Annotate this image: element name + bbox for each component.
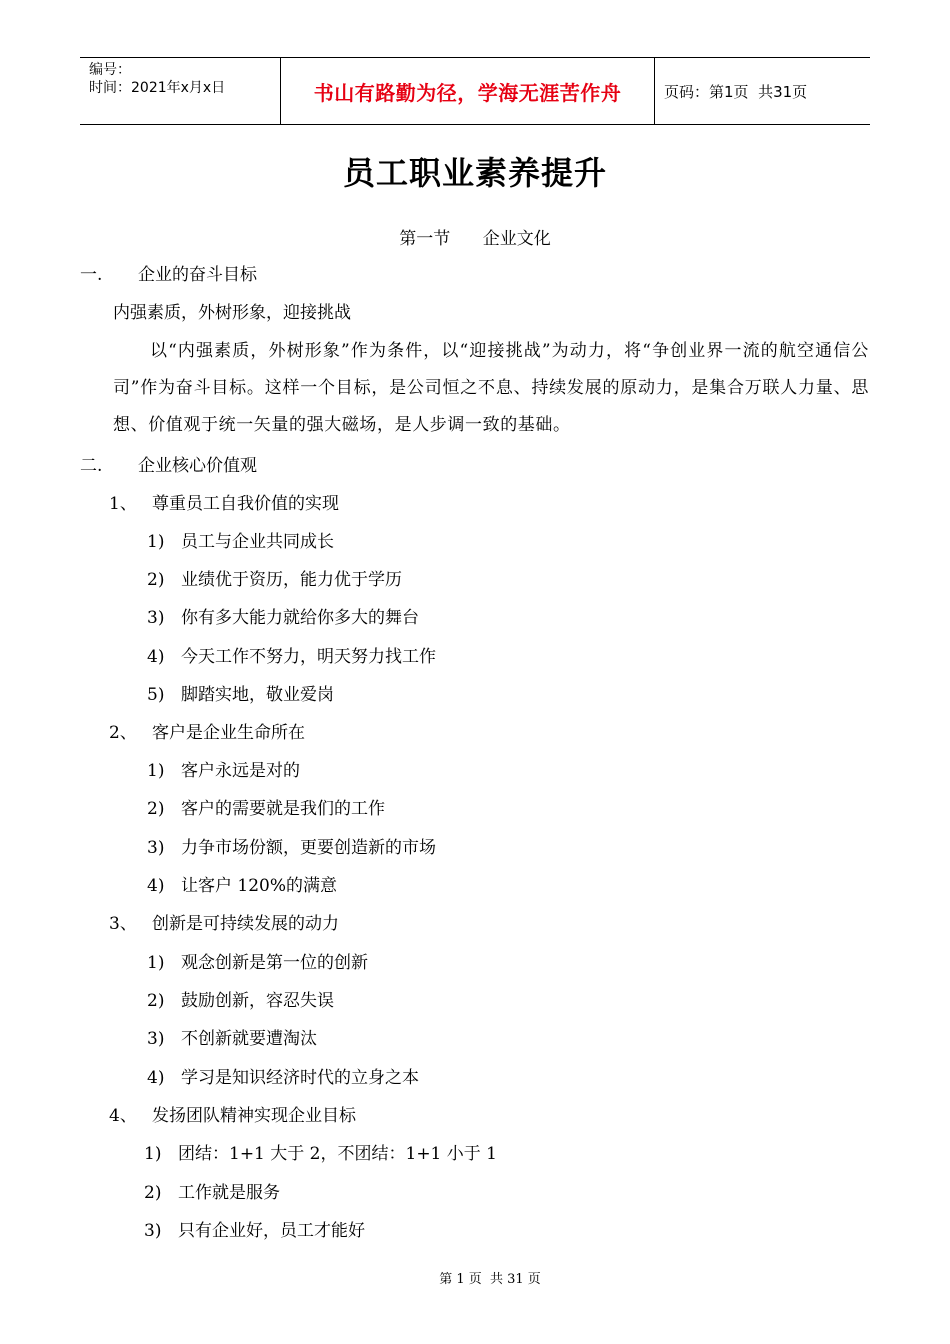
list-item [147,530,334,554]
item-number: 1) [144,1144,162,1164]
item-text: 学习是知识经济时代的立身之本 [181,1068,419,1088]
item-text: 脚踏实地，敬业爱岗 [181,685,334,705]
list-item [147,759,300,783]
list-item [147,1027,317,1051]
item-number: 2) [147,570,165,590]
group-title: 尊重员工自我价值的实现 [152,494,339,514]
group-number: 1、 [109,494,137,514]
item-number: 1) [147,532,165,552]
item-number: 3) [147,1029,165,1049]
list-item [147,645,436,669]
item-text: 观念创新是第一位的创新 [181,953,368,973]
item-text: 今天工作不努力，明天努力找工作 [181,647,436,667]
item-text: 团结：1+1 大于 2，不团结：1+1 小于 1 [178,1144,497,1164]
page-header [80,57,870,125]
list-item [147,797,385,821]
item-text: 员工与企业共同成长 [181,532,334,552]
part1-subtitle: 内强素质，外树形象，迎接挑战 [113,303,351,323]
part1-heading-number: 一. [80,265,103,285]
item-text: 你有多大能力就给你多大的舞台 [181,608,419,628]
value-group-1 [109,492,339,516]
list-item [144,1142,497,1166]
item-number: 1) [147,953,165,973]
list-item [147,951,368,975]
group-title: 客户是企业生命所在 [152,723,305,743]
group-title: 发扬团队精神实现企业目标 [152,1106,356,1126]
item-number: 2) [147,799,165,819]
item-number: 4) [147,876,165,896]
item-number: 3) [147,608,165,628]
item-number: 3) [144,1221,162,1241]
doc-number-label: 编号： [89,62,131,78]
item-text: 业绩优于资历，能力优于学历 [181,570,402,590]
item-number: 4) [147,1068,165,1088]
list-item [147,568,402,592]
list-item [144,1181,280,1205]
value-group-3 [109,912,339,936]
part2-heading [80,454,257,478]
part2-heading-number: 二. [80,456,103,476]
item-text: 工作就是服务 [178,1183,280,1203]
list-item [147,606,419,630]
document-title: 员工职业素养提升 [342,154,607,192]
item-number: 5) [147,685,165,705]
item-text: 客户永远是对的 [181,761,300,781]
list-item [147,1066,419,1090]
group-number: 3、 [109,914,137,934]
list-item [144,1219,365,1243]
list-item [147,836,436,860]
item-text: 只有企业好，员工才能好 [178,1221,365,1241]
item-text: 鼓励创新，容忍失误 [181,991,334,1011]
part2-heading-text: 企业核心价值观 [138,456,257,476]
item-number: 2) [147,991,165,1011]
value-group-2 [109,721,305,745]
item-number: 2) [144,1183,162,1203]
time-label: 时间：2021年x月x日 [89,80,226,96]
page-footer: 第 1 页 共 31 页 [439,1272,541,1287]
header-meta-cell [80,58,281,124]
group-title: 创新是可持续发展的动力 [152,914,339,934]
item-number: 3) [147,838,165,858]
list-item [147,989,334,1013]
item-number: 1) [147,761,165,781]
item-text: 力争市场份额，更要创造新的市场 [181,838,436,858]
header-page-info: 页码：第1页 共31页 [664,82,808,101]
item-text: 让客户 120%的满意 [181,876,338,896]
group-number: 4、 [109,1106,137,1126]
value-group-4 [109,1104,356,1128]
part1-heading [80,263,257,287]
section-heading: 第一节 企业文化 [399,229,551,249]
group-number: 2、 [109,723,137,743]
part1-paragraph: 以“内强素质，外树形象”作为条件，以“迎接挑战”为动力，将“争创业界一流的航空通信公司”作为奋斗目标。这样一个目标，是公司恒之不息、持续发展的原动力，是集合万联人力量、思想、价值观于统一矢量的强大磁场，是人步调一致的基础。 [113,341,869,435]
item-text: 客户的需要就是我们的工作 [181,799,385,819]
header-motto: 书山有路勤为径，学海无涯苦作舟 [281,58,655,124]
part1-heading-text: 企业的奋斗目标 [138,265,257,285]
list-item [147,683,334,707]
item-text: 不创新就要遭淘汰 [181,1029,317,1049]
list-item [147,874,337,898]
item-number: 4) [147,647,165,667]
